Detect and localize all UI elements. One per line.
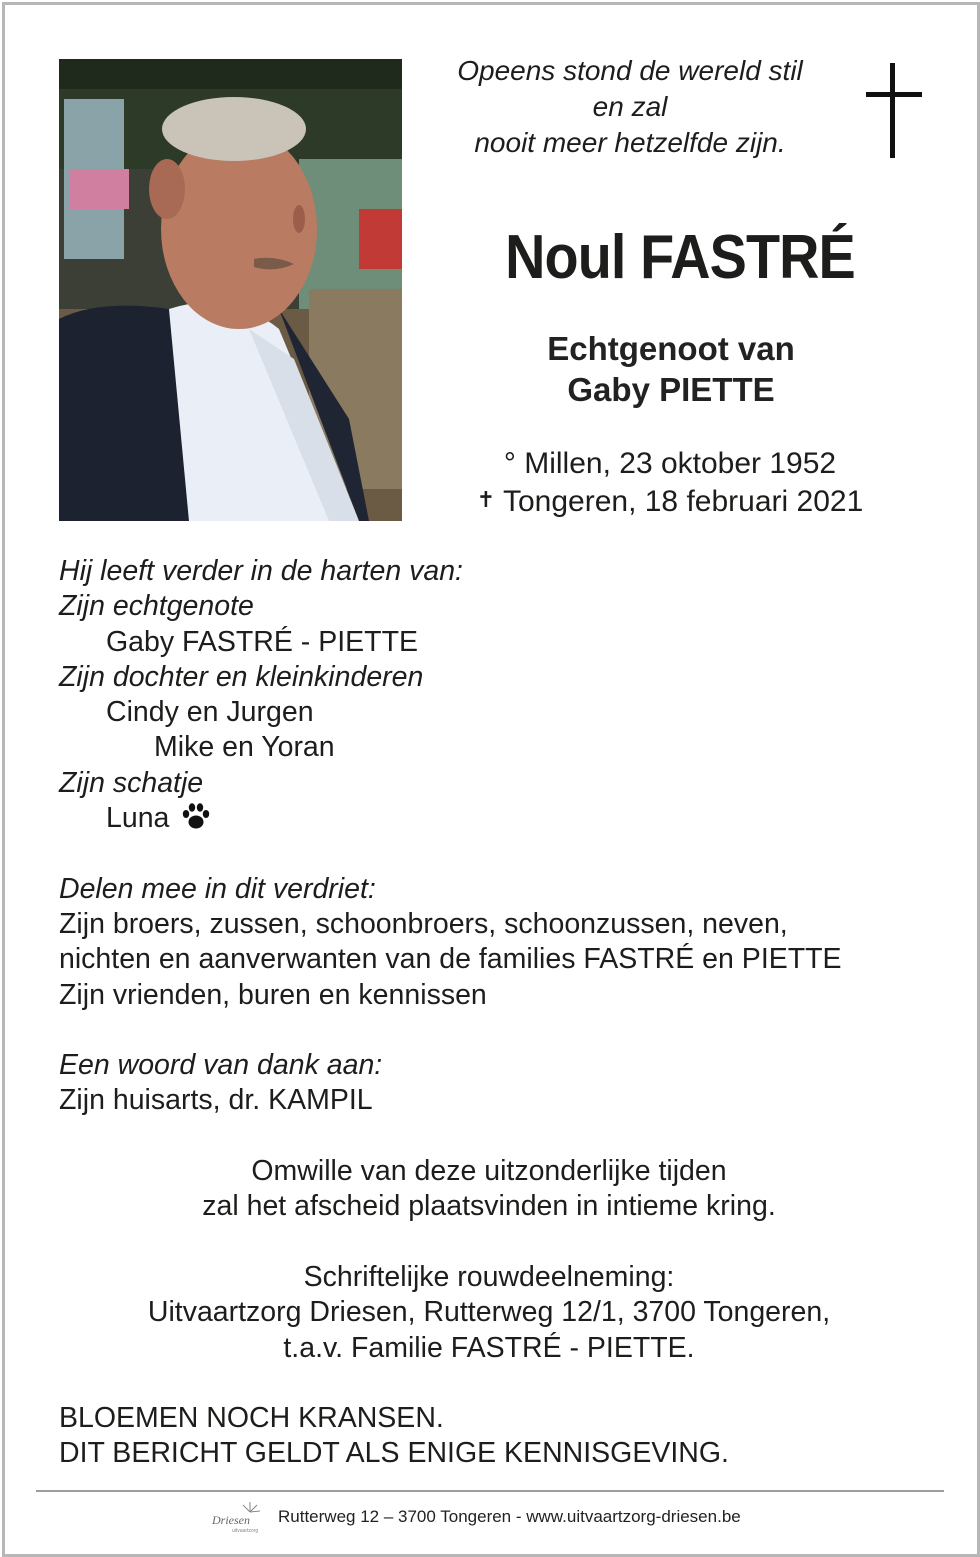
portrait-photo <box>59 59 402 521</box>
footer-divider <box>36 1490 944 1492</box>
svg-text:uitvaartzorg: uitvaartzorg <box>232 1528 259 1534</box>
notice-line: DIT BERICHT GELDT ALS ENIGE KENNISGEVING. <box>59 1437 729 1470</box>
pet-line <box>59 801 939 836</box>
pet-label: Zijn schatje <box>59 766 204 799</box>
grief-heading: Delen mee in dit verdriet: <box>59 872 376 905</box>
birth-text: Millen, 23 oktober 1952 <box>524 447 837 480</box>
paw-icon <box>181 801 211 831</box>
svg-text:Driesen: Driesen <box>212 1513 250 1527</box>
death-cross-icon: ✝ <box>476 487 496 512</box>
spouse-relation: Echtgenoot van <box>547 330 795 367</box>
grief-line: Zijn vrienden, buren en kennissen <box>59 978 487 1011</box>
pet-name: Luna <box>106 802 170 835</box>
thanks-line: Zijn huisarts, dr. KAMPIL <box>59 1084 373 1117</box>
children-label: Zijn dochter en kleinkinderen <box>59 660 424 693</box>
cross-icon <box>866 63 922 158</box>
survivors-heading: Hij leeft verder in de harten van: <box>59 555 463 587</box>
condolence-line: t.a.v. Familie FASTRÉ - PIETTE. <box>283 1331 695 1364</box>
dates-block <box>458 446 882 520</box>
grief-line: Zijn broers, zussen, schoonbroers, schoonzussen, neven, <box>59 907 788 940</box>
footer-contact: Rutterweg 12 – 3700 Tongeren - www.uitvaartzorg-driesen.be <box>278 1507 741 1526</box>
deceased-name: Noul FASTRÉ <box>505 223 855 292</box>
opening-quote <box>420 53 840 161</box>
birth-symbol: ° <box>503 447 516 480</box>
quote-line: nooit meer hetzelfde zijn. <box>474 127 786 158</box>
death-text: Tongeren, 18 februari 2021 <box>502 485 864 518</box>
quote-line: Opeens stond de wereld stil <box>457 55 803 86</box>
quote-line: en zal <box>592 91 668 122</box>
spouse-name: Gaby PIETTE <box>567 371 775 408</box>
wife-label: Zijn echtgenote <box>59 590 254 623</box>
death-line <box>458 482 882 520</box>
farewell-line: Omwille van deze uitzonderlijke tijden <box>251 1155 727 1188</box>
condolence-line: Schriftelijke rouwdeelneming: <box>303 1260 675 1293</box>
children-names: Cindy en Jurgen <box>106 696 314 729</box>
thanks-heading: Een woord van dank aan: <box>59 1049 383 1082</box>
birth-line <box>458 446 882 482</box>
footer <box>210 1500 790 1534</box>
notice-line: BLOEMEN NOCH KRANSEN. <box>59 1402 444 1435</box>
farewell-line: zal het afscheid plaatsvinden in intieme kring. <box>202 1190 776 1223</box>
wife-name: Gaby FASTRÉ - PIETTE <box>106 625 418 658</box>
grandchildren-names: Mike en Yoran <box>154 731 335 764</box>
spouse-block <box>470 328 872 410</box>
condolence-line: Uitvaartzorg Driesen, Rutterweg 12/1, 3700 Tongeren, <box>147 1296 831 1329</box>
announcement-body <box>59 554 939 1472</box>
driesen-logo <box>210 1500 266 1534</box>
grief-line: nichten en aanverwanten van de families FASTRÉ en PIETTE <box>59 943 842 976</box>
